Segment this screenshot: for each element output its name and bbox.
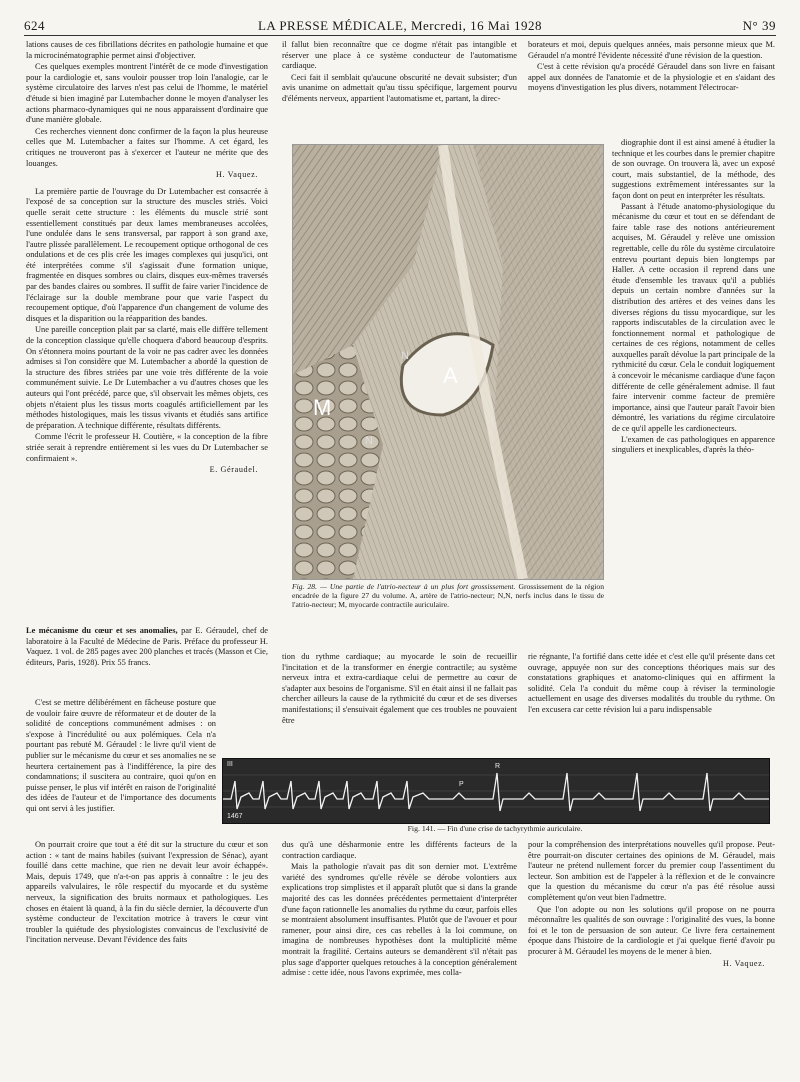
paragraph: Mais la pathologie n'avait pas dit son dernier mot. L'extrême variété des syndromes qu'elle révèle se dérobe volontiers aux explications trop simplistes et il apparaît plutôt que si dans la grande majorité des cas les données précédentes permettaient d'interpréter d'une façon rationnelle les anomalies du rythme du cœur, parfois elles se montraient absolument insuffisantes. Plutôt que de l'avouer et pour ramener, pour ainsi dire, ces cas rebelles à la loi commune, on imagina de nombreuses hypothèses dont la multiplicité même montrait la fragilité. Certains auteurs se demandèrent s'il n'était pas plus sage d'apporter quelques retouches à la conception généralement admise : cette idée, nous l'avons exprimée, mes colla- [282,862,517,978]
signature: H. Vaquez. [216,170,258,180]
caption-body: Grossissement de la région encadrée de la figure 27 du volume. A, artère de l'atrio-necteur; N,N, nerfs inclus dans le tissu de l'atrio-necteur; M, myocarde contractile auriculaire. [292,582,605,609]
column-1-top [26,40,268,624]
signature: H. Vaquez. [723,958,765,968]
figure-28-micrograph [292,144,604,580]
book-heading: Le mécanisme du cœur et ses anomalies, [26,626,178,635]
column-1-wrap [26,698,216,830]
paragraph: L'examen de cas pathologiques en apparence singuliers et inexplicables, d'après la théo- [612,434,775,455]
page-header [24,14,776,36]
signature: E. Géraudel. [209,465,258,475]
paragraph: Une pareille conception plait par sa clarté, mais elle diffère tellement de la conception classique qu'elle choquera d'abord beaucoup d'esprits. On s'étonnera moins pourtant de la voir ne pas cadrer avec les données admises si l'on considère que M. Lutembacher a abordé la question de la structure des fibres striées par une voie très différente de la voie communément suivie. Le Dr Lutembacher a vu d'autres choses que les auteurs qui l'ont précédé, parce que, s'il observait les mêmes objets, ces objets n'étaient plus les tissus morts coagulés artificiellement par les méthodes histologiques, mais les tissus vivants et étudiés sans artifice de préparation. A technique différente, résultats différents. [26,325,268,430]
paragraph: Que l'on adopte ou non les solutions qu'il propose on ne pourra méconnaître les qualités de son ouvrage : l'originalité des vues, la bonne foi et le ton de persuasion de son auteur. Ce livre fera certainement époque dans l'histoire de la cardiologie et j'ai quelque fierté d'avoir pu procurer à M. Géraudel les moyens de le mener à bien. [528,904,775,956]
caption-title: Fig. 28. — Une partie de l'atrio-necteur à un plus fort grossissement. [292,582,516,591]
figure-28-caption [292,582,604,609]
paragraph: Ces quelques exemples montrent l'intérêt de ce mode d'investigation pour la cardiologie et, sans vouloir pousser trop loin l'analogie, car le système circulatoire des larves n'est pas celui de l'homme, le matériel d'étude si bien imaginé par Lutembacher donne le moyen d'analyser les actions pharmaco-dynamiques qui ne nous apparaissent d'ordinaire que d'une manière globale. [26,62,268,125]
paragraph: Ceci fait il semblait qu'aucune obscurité ne devait subsister; d'un avis unanime on admettait qu'au tissu spécifique, largement pourvu d'éléments nerveux, appartient l'automatisme et, partant, la direc- [282,72,517,103]
issue-number: N° 39 [742,18,776,33]
paragraph: La première partie de l'ouvrage du Dr Lutembacher est consacrée à l'exposé de sa conception sur la structure des muscles striés. Voici quelle serait cette structure : les éléments du muscle strié sont essentiellement constitués par deux lames membraneuses accolées, l'une ondulée dans le sens transversal, par rapport à son grand axe, l'autre plissée parallèlement. Le recoupement optique orthogonal de ces ondulations et de ces plis crée les images complexes qui jusqu'ici, ont été interprétées comme s'il s'agissait d'une formation unique, fragmentée en disques sombres ou clairs, disques eux-mêmes traversés par des bandes claires ou sombres. Il suffit de faire varier l'incidence de l'éclairage sur la double membrane pour que varie l'aspect du recoupement optique, d'où l'apparence d'un changement de volume des disques et la disparition ou la réapparition des bandes. [26,186,268,323]
header-rule [24,35,776,36]
paragraph: rie régnante, l'a fortifié dans cette idée et c'est elle qu'il présente dans cet ouvrage, appuyée non sur des conceptions théoriques mais sur des constatations graphiques et anatomo-cliniques qui en affirment la solidité. Cela l'a conduit du même coup à réviser la terminologie actuellement en usage des diverses modalités du trouble du rythme. On l'en excusera car cette révision lui a paru indispensable [528,652,775,714]
paragraph: On pourrait croire que tout a été dit sur la structure du cœur et son action : « tant de mains habiles (suivant l'expression de Sénac), ayant fouillé dans cette machine, que rien ne devait leur avoir échappé». Mais, depuis 1749, que n'a-t-on pas appris à connaître : le jeu des appareils valvulaires, le rôle respectif du myocarde et du système nerveux, la signification des bruits normaux et pathologiques. Les choses en étaient là quand, à la fin du siècle dernier, la découverte d'un système conducteur de l'excitation motrice à travers le cœur vint troubler la quiétude des physiologistes convaincus de l'exclusivité de l'incitation nerveuse. Devant l'évidence des faits [26,840,268,945]
paragraph: pour la compréhension des interprétations nouvelles qu'il propose. Peut-être pourrait-on discuter certaines des opinions de M. Géraudel, mais l'auteur ne prétend nullement forcer du premier coup l'assentiment du lecteur. Son ambition est de l'appeler à la réflexion et de le convaincre que la question du mécanisme du cœur n'a pas été résolue aussi complètement qu'on veut bien l'admettre. [528,840,775,902]
label-myocardium: M [313,395,332,420]
label-nerve: N [365,435,373,447]
figure-141-caption: Fig. 141. — Fin d'une crise de tachyrythmie auriculaire. [407,824,583,833]
column-1-bottom [26,840,268,1076]
column-3-wrap [612,138,775,618]
ecg-r-label: R [495,763,501,770]
ecg-number: 1467 [227,813,243,820]
book-reference-text: par E. Géraudel, chef de laboratoire à la Faculté de Médecine de Paris. Préface du professeur H. Vaquez. 1 vol. de 285 pages avec 200 planches et tracés (Masson et Cie, éditeurs, Paris, 1928). Prix 55 francs. [26,626,268,667]
paragraph: diographie dont il est ainsi amené à étudier la technique et les courbes dans le premier chapitre de son ouvrage. On trouvera là, avec un exposé court, mais substantiel, de la méthode, des suggestions extrêmement intéressantes sur la façon dont on peut en interpréter les résultats. [612,138,775,200]
column-2-bottom [282,840,517,1076]
column-2-middle [282,652,517,752]
ecg-tracing [222,758,770,824]
column-2-top [282,40,517,140]
paragraph: tion du rythme cardiaque; au myocarde le soin de recueillir l'incitation et de la transformer en énergie contractile; au système nerveux intra et extra-cardiaque celui de permettre au cœur de s'adapter aux besoins de l'organisme. S'il en était ainsi il ne fallait pas chercher ailleurs la cause de la rythmicité du cœur et de ses diverses manifestations; il s'ensuivait également que ces troubles ne pouvaient être [282,652,517,725]
book-reference [26,626,268,668]
label-artery: A [443,363,458,388]
paragraph: borateurs et moi, depuis quelques années, mais personne mieux que M. Géraudel n'a montré l'évidente nécessité d'une révision de la question. [528,40,775,60]
paragraph: lations causes de ces fibrillations décrites en pathologie humaine et que la microcinématographie permet ainsi d'objectiver. [26,40,268,60]
micrograph-image [293,145,603,579]
page-number: 624 [24,18,45,33]
paragraph: C'est à cette révision qu'a procédé Géraudel dans son livre en faisant appel aux données de l'anatomie et de la physiologie et en s'aidant des moyens d'investigation les plus divers, notamment l'électrocar- [528,62,775,93]
paragraph: dus qu'à une désharmonie entre les différents facteurs de la contraction cardiaque. [282,840,517,860]
paragraph: C'est se mettre délibérément en fâcheuse posture que de vouloir faire œuvre de réformateur et de douter de la solidité de conceptions communément admises : on s'expose à l'incrédulité ou aux polémiques. Cela n'a pourtant pas rebuté M. Géraudel : le livre qu'il vient de publier sur le mécanisme du cœur et ses anomalies ne se heurtera certainement pas à l'indifférence, la pire des condamnations; il suscitera au contraire, quoi qu'on en puisse penser, le plus vif intérêt en raison de l'originalité des idées de l'auteur et de l'importance des documents qui ont servi à les justifier. [26,698,216,813]
column-3-top [528,40,775,138]
label-nerve: N [401,350,409,362]
paragraph: Comme l'écrit le professeur H. Coutière, « la conception de la fibre striée serait à reprendre entièrement si les vues du Dr Lutembacher se confirmaient ». [26,432,268,463]
column-3-bottom [528,840,775,1076]
paragraph: Ces recherches viennent donc confirmer de la façon la plus heureuse celles que M. Lutembacher a faites sur l'homme. A cet égard, les critiques ne trouveront pas à s'exercer et l'auteur ne mérite que des louanges. [26,126,268,168]
ecg-lead-label: III [227,761,233,768]
paragraph: Passant à l'étude anatomo-physiologique du mécanisme du cœur et tout en se défendant de faire table rase des notions antérieurement acquises, M. Géraudel y relève une omission regrettable, celle du rôle du système circulatoire entrevu pourtant depuis bien longtemps par Haller. A cette occasion il reprend dans une étude d'ensemble les travaux qu'il a publiés depuis un certain nombre d'années sur la distribution des artères et des veines dans les diverses régions du tissu myocardique, sur les rapports indiscutables de la circulation avec le fonctionnement normal et pathologique de certaines de ces régions, notamment de celles auxquelles paraît dévolue la part principale de la rythmicité du cœur. Cela le conduit logiquement à concevoir le mécanisme cardiaque d'une façon différente de celle généralement admise. Il faut faire intervenir comme facteur de première importance, ainsi que l'auteur paraît l'avoir bien démontré, les variations du régime circulatoire de ce qu'il appelle les cardionecteurs. [612,201,775,434]
ecg-p-label: P [459,781,464,788]
column-3-middle [528,652,775,752]
paragraph: il fallut bien reconnaître que ce dogme n'était pas intangible et réserver une place à ce système conducteur de l'automatisme cardiaque. [282,40,517,71]
journal-title: LA PRESSE MÉDICALE, Mercredi, 16 Mai 1928 [257,18,543,33]
